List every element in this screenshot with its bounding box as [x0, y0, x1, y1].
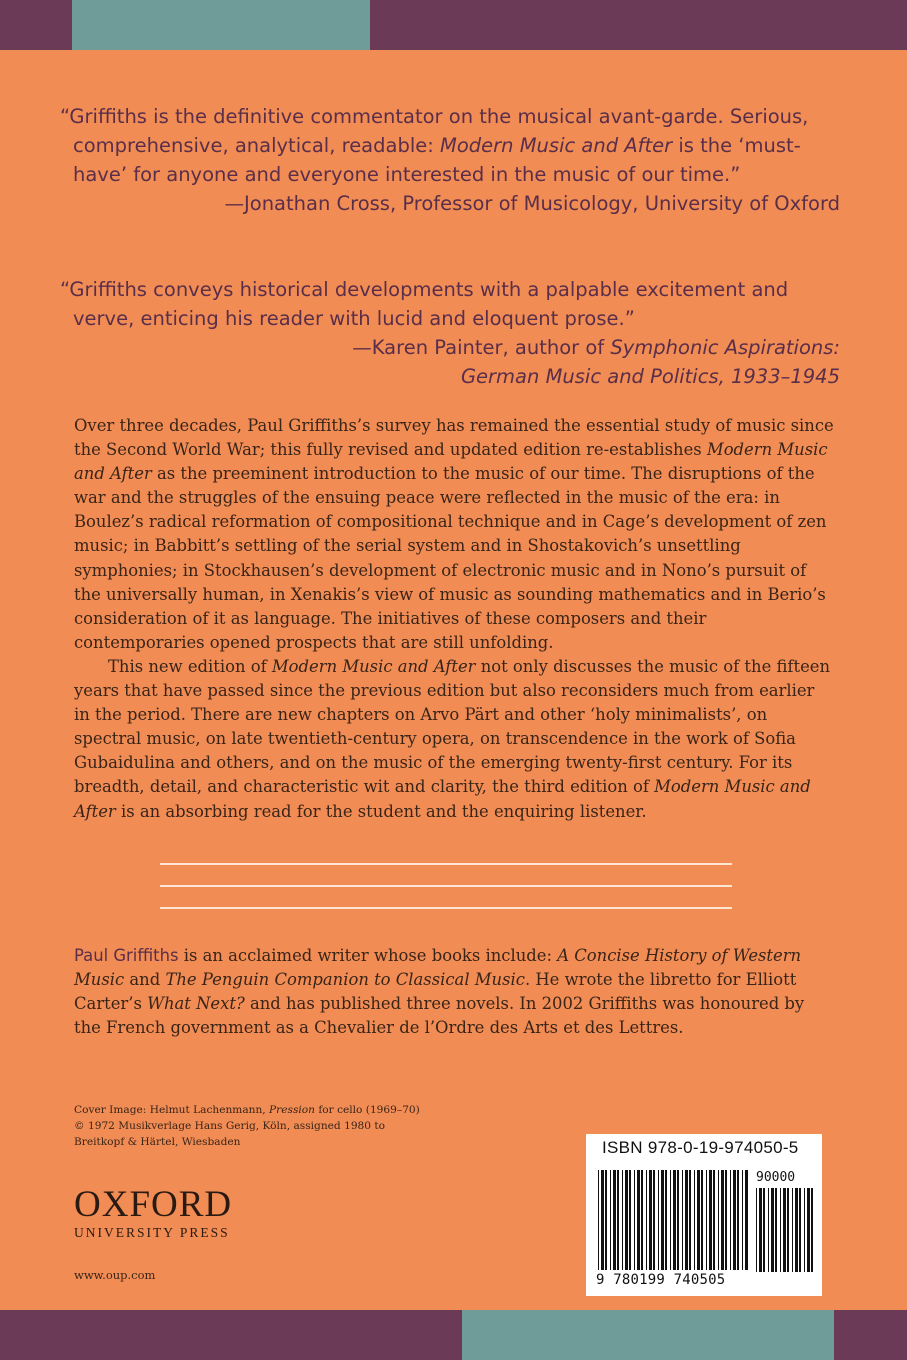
quote-1-attribution: —Jonathan Cross, Professor of Musicology, University of Oxford — [224, 192, 840, 215]
barcode-bar — [730, 1170, 731, 1270]
barcode-bar — [697, 1170, 700, 1270]
barcode-bar — [811, 1188, 813, 1272]
barcode-bar — [605, 1170, 607, 1270]
barcode-bar — [661, 1170, 664, 1270]
barcode-bar — [646, 1170, 647, 1270]
barcode-bar — [721, 1170, 724, 1270]
barcode-bar — [795, 1188, 798, 1272]
desc-p1-title: Modern Music and After — [74, 440, 828, 484]
bio-b: and — [124, 970, 166, 990]
barcode-bar — [737, 1170, 739, 1270]
desc-p2-c: is an absorbing read for the student and the enquiring listener. — [115, 801, 647, 821]
publisher-name: OXFORD — [74, 1184, 233, 1225]
barcode-bar — [804, 1188, 805, 1272]
bio-d: and has published three novels. In 2002 Griffiths was honoured by the French government as a Chevalier de l’Ordre des Arts et des Lettres. — [74, 994, 805, 1038]
quote-2-title-1: Symphonic Aspirations: — [610, 336, 840, 359]
bio-a: is an acclaimed writer whose books include: — [178, 946, 558, 965]
quote-1-text-b: is the ‘must-have’ for anyone and everyone interested in the music of our time.” — [73, 134, 801, 186]
isbn-label: ISBN 978-0-19-974050-5 — [602, 1138, 799, 1157]
barcode-bar — [670, 1170, 671, 1270]
credit-a: Cover Image: Helmut Lachenmann, — [74, 1104, 270, 1116]
desc-p2-b: not only discusses the music of the fifteen years that have passed since the previous edition but also reconsiders much from earlier in the period. There are new chapters on Arvo Pärt and other ‘holy minimalists’, on spectral music, on late twentieth-century opera, on transcendence in the work of Sofia Gubaidulina and others, and on the music of the emerging twenty-first century. For its breadth, detail, and characteristic wit and clarity, the third edition of — [74, 656, 831, 797]
barcode-bar — [713, 1170, 715, 1270]
barcode-bar — [685, 1170, 688, 1270]
credit-b: for cello (1969–70) — [314, 1104, 420, 1116]
barcode-bar — [601, 1170, 604, 1270]
barcode-bar — [706, 1170, 707, 1270]
barcode-bar — [598, 1170, 599, 1270]
credit-work: Pression — [269, 1104, 315, 1116]
barcode-bar — [807, 1188, 810, 1272]
barcode-bar — [653, 1170, 655, 1270]
barcode-addon — [756, 1188, 813, 1272]
quote-2-title-2: German Music and Politics, 1933–1945 — [460, 365, 840, 388]
barcode-bar — [768, 1188, 769, 1272]
barcode-bar — [733, 1170, 736, 1270]
barcode-bar — [637, 1170, 640, 1270]
bio-book-2: The Penguin Companion to Classical Music — [165, 970, 525, 990]
barcode-bar — [641, 1170, 643, 1270]
quote-1-book-title: Modern Music and After — [440, 134, 673, 157]
barcode-bar — [701, 1170, 703, 1270]
barcode-bar — [677, 1170, 679, 1270]
credit-line-3: Breitkopf & Härtel, Wiesbaden — [74, 1136, 241, 1148]
credit-line-2: © 1972 Musikverlage Hans Gerig, Köln, assigned 1980 to — [74, 1120, 386, 1132]
barcode-bar — [799, 1188, 801, 1272]
barcode-bar — [759, 1188, 762, 1272]
desc-p2-title-2: Modern Music and After — [74, 777, 811, 821]
barcode-number: 9 780199 740505 — [596, 1272, 726, 1288]
bio-book-1: A Concise History of Western Music — [74, 946, 802, 990]
barcode-bar — [658, 1170, 659, 1270]
quote-2-text: “Griffiths conveys historical developments with a palpable excitement and verve, enticing his reader with lucid and eloquent prose.” — [60, 278, 789, 330]
barcode-bar — [787, 1188, 789, 1272]
barcode-bar — [718, 1170, 719, 1270]
quote-1-text-a: “Griffiths is the definitive commentator on the musical avant-garde. Serious, comprehensive, analytical, readable: — [60, 105, 809, 157]
barcode-bar — [610, 1170, 611, 1270]
author-name: Paul Griffiths — [74, 946, 179, 965]
barcode-bar — [673, 1170, 676, 1270]
barcode-bar — [622, 1170, 623, 1270]
barcode-bar — [682, 1170, 683, 1270]
barcode-bar — [694, 1170, 695, 1270]
barcode-bar — [665, 1170, 667, 1270]
desc-p1-b: as the preeminent introduction to the music of our time. The disruptions of the war and the struggles of the ensuing peace were reflected in the music of the era: in Boulez’s radical reformation of compositional technique and in Cage’s development of zen music; in Babbitt’s settling of the serial system and in Shostakovich’s unsettling symphonies; in Stockhausen’s development of electronic music and in Nono’s pursuit of the universally human, in Xenakis’s view of music as sounding mathematics and in Berio’s consideration of it as language. The initiatives of these composers and their contemporaries opened prospects that are still unfolding. — [74, 464, 827, 652]
barcode-bar — [756, 1188, 757, 1272]
barcode-main — [598, 1170, 748, 1270]
bio-work-3: What Next? — [147, 994, 245, 1014]
barcode-bar — [709, 1170, 712, 1270]
desc-p2-title: Modern Music and After — [271, 656, 476, 676]
barcode-bar — [775, 1188, 777, 1272]
barcode-bar — [689, 1170, 691, 1270]
barcode-bar — [725, 1170, 727, 1270]
barcode-bar — [745, 1170, 748, 1270]
barcode-bar — [629, 1170, 631, 1270]
price-code: 90000 — [756, 1170, 796, 1185]
quote-2-attribution-a: —Karen Painter, author of — [352, 336, 611, 359]
barcode-bar — [634, 1170, 635, 1270]
barcode-bar — [625, 1170, 628, 1270]
barcode-bar — [771, 1188, 774, 1272]
barcode-bar — [742, 1170, 743, 1270]
barcode-bar — [617, 1170, 619, 1270]
bio-c: . He wrote the libretto for Elliott Carter’s — [74, 970, 797, 1014]
barcode-bar — [649, 1170, 652, 1270]
desc-p1-a: Over three decades, Paul Griffiths’s survey has remained the essential study of music since the Second World War; this fully revised and updated edition re-establishes — [74, 416, 834, 460]
barcode-bar — [783, 1188, 786, 1272]
publisher-subtitle: UNIVERSITY PRESS — [74, 1225, 230, 1240]
publisher-url: www.oup.com — [74, 1268, 156, 1282]
desc-p2-a: This new edition of — [108, 656, 272, 676]
barcode-bar — [780, 1188, 781, 1272]
barcode-bar — [763, 1188, 765, 1272]
barcode-bar — [613, 1170, 616, 1270]
barcode-bar — [792, 1188, 793, 1272]
